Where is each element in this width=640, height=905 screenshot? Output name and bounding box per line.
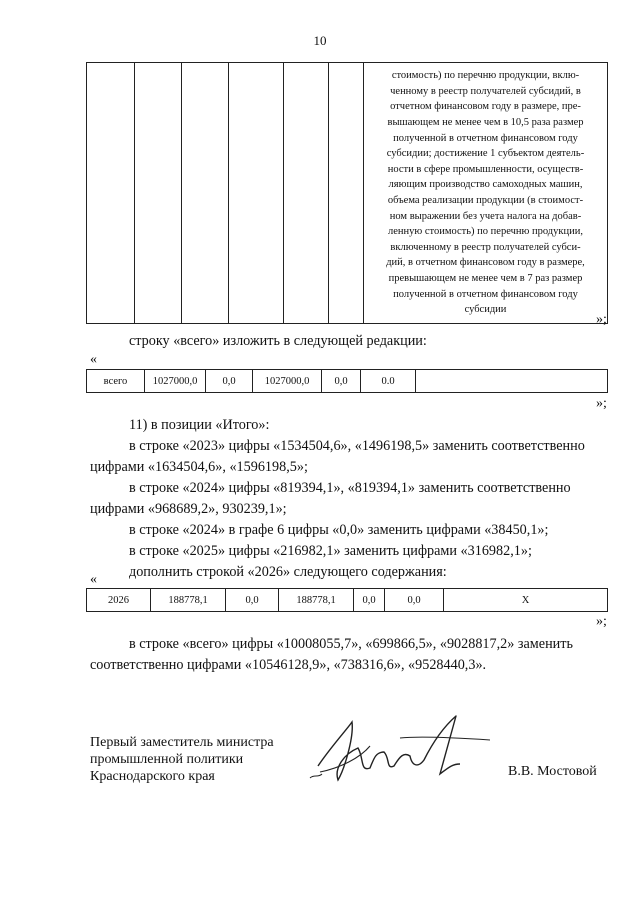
table-row	[87, 370, 608, 393]
description-line: субсидии	[464, 304, 507, 316]
table-cell: 0,0	[385, 589, 444, 612]
table-cell: 0,0	[322, 370, 361, 393]
description-line: ленную стоимость) по перечню продукции,	[388, 226, 583, 238]
table-cell: Х	[444, 589, 608, 612]
description-line: полученной в отчетном финансовом году	[393, 288, 578, 300]
page-number: 10	[313, 33, 327, 48]
signatory-title-line: Краснодарского края	[90, 769, 215, 784]
description-line: полученной в отчетном финансовом году	[393, 132, 578, 144]
table-cell: всего	[87, 370, 145, 393]
description-line: превышающем не менее чем в 7 раз размер	[388, 272, 583, 284]
signatory-title-line: промышленной политики	[90, 752, 244, 767]
closing-quote: »;	[596, 312, 607, 327]
signatory-title	[90, 734, 274, 785]
description-line: ном выражении без учета налога на добав-	[389, 210, 582, 222]
opening-quote: «	[90, 572, 97, 587]
description-line: ляющим производство самоходных машин,	[388, 179, 583, 191]
table-cell: 0,0	[226, 589, 279, 612]
table-cell: 188778,1	[279, 589, 354, 612]
paragraph: в строке «2024» цифры «819394,1», «819394,1» заменить соответственно	[129, 480, 571, 496]
handwritten-signature	[300, 708, 500, 788]
description-line: стоимость) по перечню продукции, вклю-	[391, 70, 580, 82]
opening-quote: «	[90, 352, 97, 367]
table-row	[87, 589, 608, 612]
paragraph: цифрами «1634504,6», «1596198,5»;	[90, 459, 308, 475]
signatory-title-line: Первый заместитель министра	[90, 735, 274, 750]
table-cell: 1027000,0	[145, 370, 206, 393]
closing-quote: »;	[596, 614, 607, 629]
closing-quote: »;	[596, 396, 607, 411]
description-line: субсидии; достижение 1 субъектом деятель-	[386, 148, 585, 160]
row-2026-table	[86, 588, 608, 612]
table-cell: 0,0	[206, 370, 253, 393]
table-cell	[284, 63, 329, 324]
description-line: дий, в отчетном финансовом году в размере,	[386, 257, 585, 269]
indicator-description-cell	[364, 63, 608, 324]
description-line: отчетном финансовом году в размере, пре-	[390, 101, 581, 113]
paragraph: в строке «2025» цифры «216982,1» заменить цифрами «316982,1»;	[129, 543, 532, 559]
table-cell	[182, 63, 229, 324]
description-line: включенному в реестр получателей субси-	[390, 241, 581, 253]
table-cell: 0.0	[361, 370, 416, 393]
description-line: объема реализации продукции (в стоимост-	[387, 195, 584, 206]
paragraph: дополнить строкой «2026» следующего содержания:	[129, 564, 447, 580]
table-cell	[135, 63, 182, 324]
paragraph: строку «всего» изложить в следующей редакции:	[129, 333, 427, 349]
paragraph: в строке «всего» цифры «10008055,7», «699866,5», «9028817,2» заменить	[129, 636, 573, 652]
paragraph: в строке «2023» цифры «1534504,6», «1496198,5» заменить соответственно	[129, 438, 585, 454]
paragraph: в строке «2024» в графе 6 цифры «0,0» заменить цифрами «38450,1»;	[129, 522, 549, 538]
paragraph: соответственно цифрами «10546128,9», «738316,6», «9528440,3».	[90, 657, 487, 673]
table-cell	[229, 63, 284, 324]
signatory-name: В.В. Мостовой	[508, 764, 597, 779]
table-cell	[329, 63, 364, 324]
description-line: ности в сфере промышленности, осуществ-	[387, 163, 584, 175]
description-line: ченному в реестр получателей субсидий, в	[390, 85, 581, 97]
paragraph: 11) в позиции «Итого»:	[129, 417, 270, 433]
description-line: вышающем не менее чем в 10,5 раза размер	[387, 117, 584, 129]
table-cell: 188778,1	[151, 589, 226, 612]
table-cell	[416, 370, 608, 393]
vsego-row-table	[86, 369, 608, 393]
continuation-table	[86, 62, 608, 324]
paragraph: цифрами «968689,2», 930239,1»;	[90, 501, 287, 517]
table-cell	[87, 63, 135, 324]
table-cell: 2026	[87, 589, 151, 612]
table-cell: 1027000,0	[253, 370, 322, 393]
table-cell: 0,0	[354, 589, 385, 612]
